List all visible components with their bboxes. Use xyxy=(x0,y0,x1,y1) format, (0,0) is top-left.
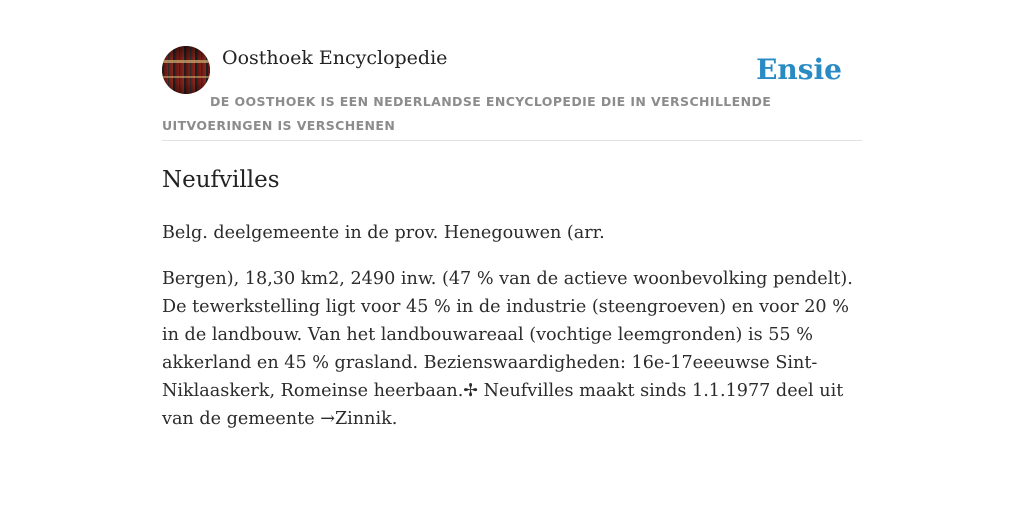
entry-paragraph-2: Bergen), 18,30 km2, 2490 inw. (47 % van de actieve woonbevolking pendelt). De tewerkstelling ligt voor 45 % in de industrie (steengroeven) en voor 20 % in de landbouw. Van het landbouwareaal (vochtige leemgronden) is 55 % akkerland en 45 % grasland. Bezienswaardigheden: 16e-17eeeuwse Sint-Niklaaskerk, Romeinse heerbaan.✢ Neufvilles maakt sinds 1.1.1977 deel uit van de gemeente →Zinnik. xyxy=(162,269,853,429)
site-tagline: DE OOSTHOEK IS EEN NEDERLANDSE ENCYCLOPEDIE DIE IN VERSCHILLENDE UITVOERINGEN IS VERSCHENEN xyxy=(162,94,772,133)
site-title-link[interactable]: Oosthoek Encyclopedie xyxy=(222,47,448,69)
ensie-logo-link[interactable]: Ensie xyxy=(756,53,842,86)
content-container xyxy=(162,46,862,433)
entry-title: Neufvilles xyxy=(162,167,280,193)
site-header xyxy=(162,46,862,141)
encyclopedia-avatar[interactable] xyxy=(162,46,210,94)
entry-paragraph-1: Belg. deelgemeente in de prov. Henegouwen (arr. xyxy=(162,223,605,243)
